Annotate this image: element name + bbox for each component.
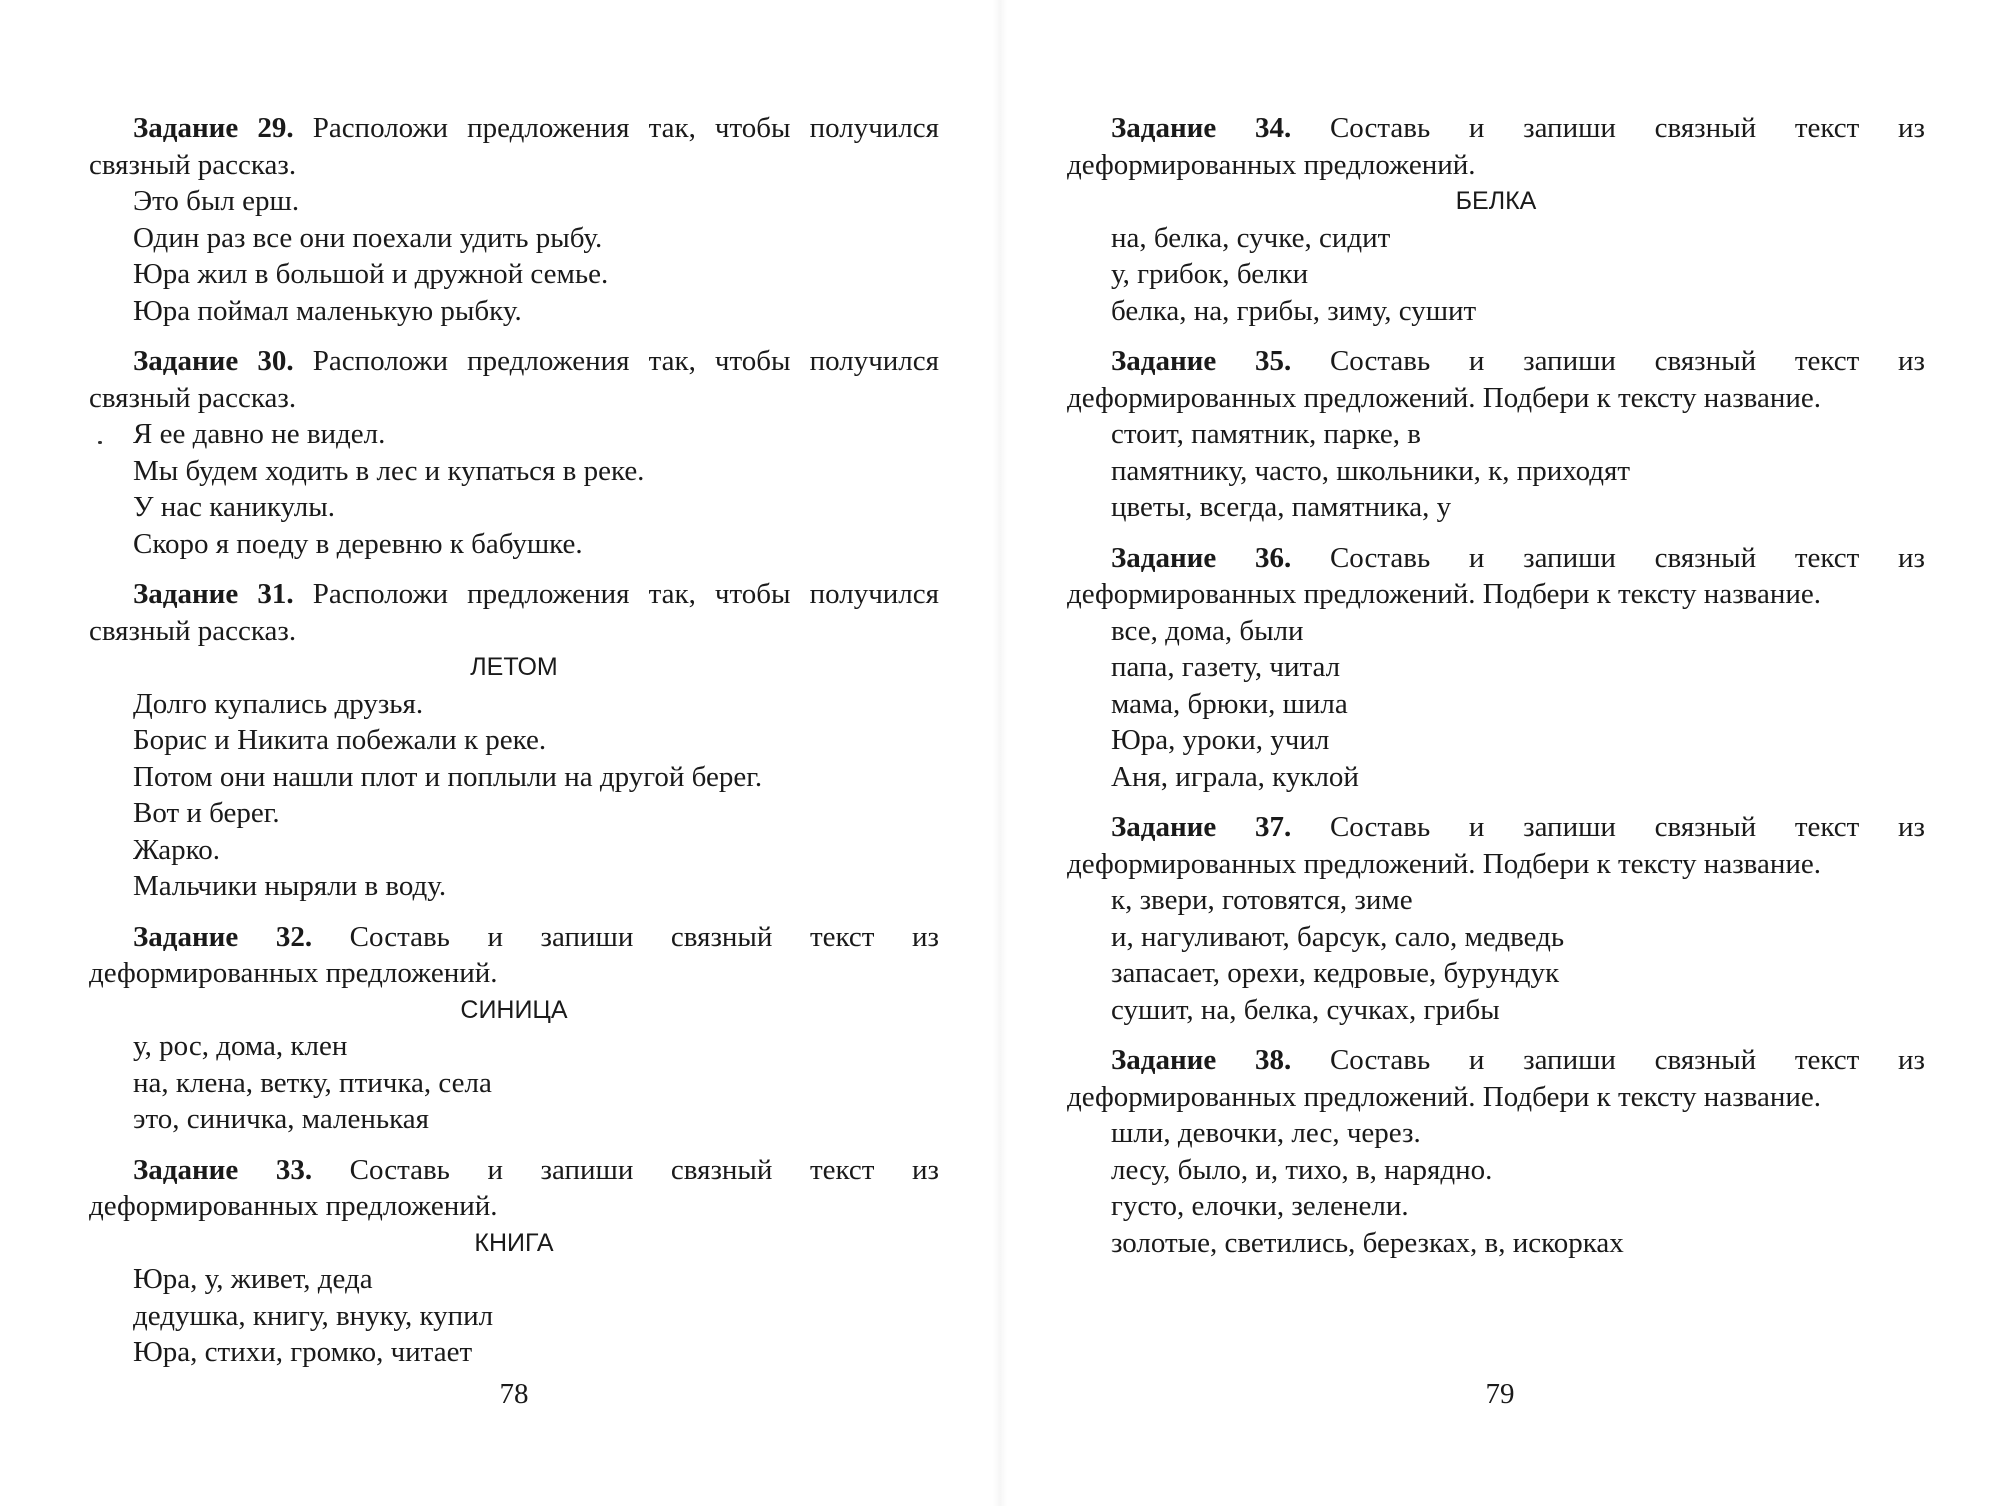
task-instruction-text: Составь и запиши связный текст из деформированных предложений. Подбери к тексту название.	[1067, 541, 1925, 610]
task-line: Один раз все они поехали удить рыбу.	[133, 221, 603, 254]
task-line: дедушка, книгу, внуку, купил	[133, 1299, 494, 1332]
task-label: Задание 36.	[1111, 541, 1292, 574]
task-instruction	[1067, 1042, 1925, 1115]
task-label: Задание 37.	[1111, 811, 1292, 843]
task-instruction-text: Составь и запиши связный текст из деформированных предложений. Подбери к тексту название.	[1067, 345, 1925, 414]
task-line: густо, елочки, зеленели.	[1111, 1190, 1409, 1222]
task-34	[1067, 110, 1925, 329]
task-33	[89, 1152, 939, 1371]
right-page	[1000, 0, 2000, 1506]
task-line: сушит, на, белка, сучках, грибы	[1111, 993, 1500, 1026]
task-line: Жарко.	[133, 833, 220, 866]
task-line: и, нагуливают, барсук, сало, медведь	[1111, 920, 1565, 953]
task-line: Это был ерш.	[133, 185, 300, 217]
task-29	[89, 110, 939, 329]
task-title: КНИГА	[474, 1228, 554, 1257]
task-label: Задание 34.	[1111, 112, 1292, 144]
task-line: Аня, играла, куклой	[1111, 760, 1359, 793]
task-line: Юра, у, живет, деда	[133, 1263, 373, 1295]
task-line: папа, газету, читал	[1111, 651, 1341, 683]
task-30	[89, 343, 939, 562]
task-instruction	[89, 110, 939, 183]
task-title: БЕЛКА	[1455, 187, 1537, 215]
task-instruction-text: Составь и запиши связный текст из деформированных предложений. Подбери к тексту название.	[1067, 811, 1925, 880]
task-instruction	[1067, 540, 1925, 613]
page-number: 79	[1485, 1378, 1515, 1410]
task-line: Я ее давно не видел.	[133, 418, 386, 450]
task-instruction	[1067, 809, 1925, 882]
task-36	[1067, 540, 1925, 796]
task-label: Задание 32.	[133, 920, 313, 953]
task-35	[1067, 343, 1925, 526]
task-line: Юра, уроки, учил	[1111, 724, 1330, 756]
task-line: все, дома, были	[1111, 614, 1304, 647]
task-label: Задание 38.	[1111, 1044, 1292, 1076]
task-instruction-text: Составь и запиши связный текст из деформированных предложений.	[89, 920, 939, 989]
task-label: Задание 35.	[1111, 345, 1292, 377]
task-instruction-text: Составь и запиши связный текст из деформированных предложений.	[89, 1153, 939, 1222]
task-31	[89, 576, 939, 905]
task-label: Задание 30.	[133, 345, 294, 377]
task-line: памятнику, часто, школьники, к, приходят	[1111, 454, 1631, 487]
task-line: на, белка, сучке, сидит	[1111, 221, 1391, 254]
task-instruction-text: Составь и запиши связный текст из деформированных предложений. Подбери к тексту название.	[1067, 1044, 1925, 1113]
task-instruction	[89, 576, 939, 649]
task-37	[1067, 809, 1925, 1028]
task-line: шли, девочки, лес, через.	[1111, 1117, 1421, 1149]
task-line: стоит, памятник, парке, в	[1111, 418, 1421, 450]
task-title: СИНИЦА	[460, 995, 568, 1024]
task-line: Юра, стихи, громко, читает	[133, 1336, 473, 1368]
task-label: Задание 31.	[133, 578, 294, 610]
task-line: Борис и Никита побежали к реке.	[133, 724, 547, 756]
task-line: У нас каникулы.	[133, 491, 335, 523]
task-line: цветы, всегда, памятника, у	[1111, 491, 1452, 523]
task-instruction	[89, 919, 939, 992]
task-line: это, синичка, маленькая	[133, 1103, 430, 1135]
task-line: белка, на, грибы, зиму, сушит	[1111, 294, 1477, 327]
right-page-content	[1067, 110, 1925, 1275]
task-instruction	[1067, 110, 1925, 183]
task-line: Вот и берег.	[133, 797, 280, 829]
task-line: лесу, было, и, тихо, в, нарядно.	[1111, 1153, 1493, 1186]
page-number: 78	[499, 1378, 529, 1410]
task-label: Задание 33.	[133, 1153, 313, 1186]
task-line: Мальчики ныряли в воду.	[133, 870, 447, 902]
task-line: Потом они нашли плот и поплыли на другой берег.	[133, 760, 763, 793]
task-instruction-text: Расположи предложения так, чтобы получился связный рассказ.	[89, 112, 939, 181]
task-line: Мы будем ходить в лес и купаться в реке.	[133, 454, 645, 487]
task-instruction	[89, 1152, 939, 1225]
task-38	[1067, 1042, 1925, 1261]
task-label: Задание 29.	[133, 112, 294, 144]
left-page-content	[89, 110, 939, 1385]
task-title: ЛЕТОМ	[470, 653, 558, 681]
task-line: запасает, орехи, кедровые, бурундук	[1111, 957, 1560, 989]
task-instruction	[1067, 343, 1925, 416]
task-line: Долго купались друзья.	[133, 687, 424, 720]
task-instruction-text: Составь и запиши связный текст из деформированных предложений.	[1067, 112, 1925, 181]
task-line: у, грибок, белки	[1111, 258, 1309, 290]
task-line: Скоро я поеду в деревню к бабушке.	[133, 527, 583, 560]
task-32	[89, 919, 939, 1138]
task-line: Юра жил в большой и дружной семье.	[133, 258, 609, 290]
task-line: к, звери, готовятся, зиме	[1111, 884, 1413, 916]
task-line: Юра поймал маленькую рыбку.	[133, 294, 522, 327]
task-line: на, клена, ветку, птичка, села	[133, 1066, 492, 1099]
task-instruction	[89, 343, 939, 416]
task-instruction-text: Расположи предложения так, чтобы получился связный рассказ.	[89, 345, 939, 414]
task-line: золотые, светились, березках, в, искорках	[1111, 1226, 1624, 1259]
task-instruction-text: Расположи предложения так, чтобы получился связный рассказ.	[89, 578, 939, 647]
task-line: у, рос, дома, клен	[133, 1030, 348, 1062]
task-line: мама, брюки, шила	[1111, 687, 1348, 720]
